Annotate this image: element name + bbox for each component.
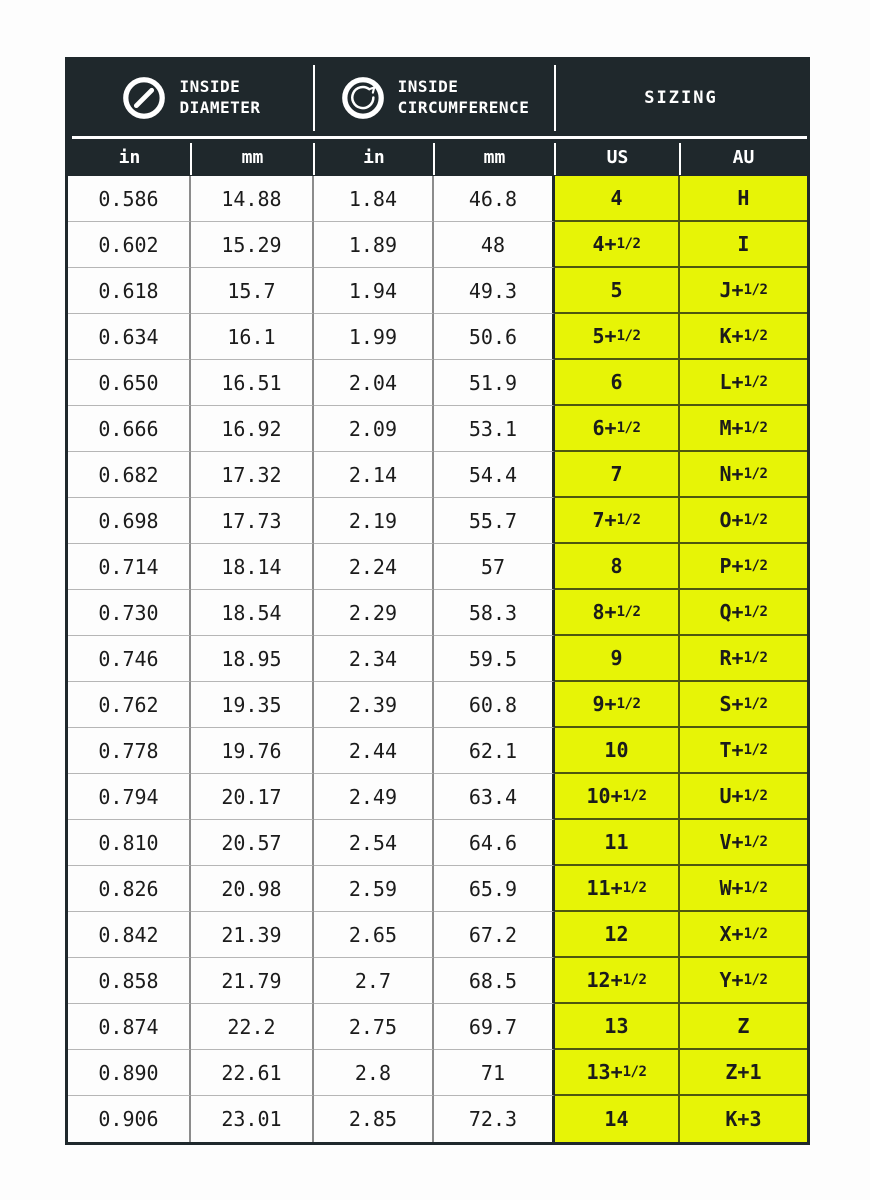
cell-circumference-mm: 55.7 [434,498,555,544]
cell-diameter-mm: 18.54 [191,590,314,636]
cell-size-us: 5 [555,268,680,314]
cell-circumference-mm: 59.5 [434,636,555,682]
cell-size-au: L+ 1/2 [680,360,807,406]
cell-circumference-in: 2.24 [314,544,434,590]
cell-size-au: R+ 1/2 [680,636,807,682]
cell-size-us: 11+ 1/2 [555,866,680,912]
table-row [68,636,807,682]
cell-diameter-mm: 16.51 [191,360,314,406]
cell-circumference-mm: 60.8 [434,682,555,728]
cell-diameter-in: 0.730 [68,590,191,636]
cell-size-au: W+ 1/2 [680,866,807,912]
cell-diameter-mm: 18.14 [191,544,314,590]
table-row [68,958,807,1004]
table-row [68,360,807,406]
column-header-circumference-mm: mm [434,139,555,176]
cell-size-us: 11 [555,820,680,866]
cell-diameter-in: 0.746 [68,636,191,682]
cell-circumference-mm: 53.1 [434,406,555,452]
cell-circumference-in: 2.44 [314,728,434,774]
cell-size-us: 12+ 1/2 [555,958,680,1004]
cell-circumference-mm: 51.9 [434,360,555,406]
column-header-circumference-in: in [314,139,434,176]
table-row [68,452,807,498]
table-row [68,498,807,544]
cell-diameter-mm: 20.98 [191,866,314,912]
cell-circumference-in: 2.65 [314,912,434,958]
cell-size-us: 10 [555,728,680,774]
table-row [68,728,807,774]
cell-size-us: 9 [555,636,680,682]
cell-diameter-in: 0.714 [68,544,191,590]
cell-diameter-in: 0.778 [68,728,191,774]
cell-size-us: 13+ 1/2 [555,1050,680,1096]
cell-circumference-mm: 49.3 [434,268,555,314]
table-row [68,1096,807,1142]
cell-circumference-mm: 46.8 [434,176,555,222]
cell-circumference-in: 2.04 [314,360,434,406]
cell-circumference-mm: 63.4 [434,774,555,820]
cell-diameter-mm: 21.79 [191,958,314,1004]
cell-circumference-in: 2.09 [314,406,434,452]
circumference-icon [340,75,386,121]
table-row [68,682,807,728]
cell-diameter-mm: 20.57 [191,820,314,866]
cell-size-us: 10+ 1/2 [555,774,680,820]
cell-size-au: P+ 1/2 [680,544,807,590]
cell-size-au: H [680,176,807,222]
cell-size-au: K+3 [680,1096,807,1142]
cell-diameter-mm: 20.17 [191,774,314,820]
cell-size-us: 4+ 1/2 [555,222,680,268]
cell-diameter-mm: 15.29 [191,222,314,268]
cell-size-au: Z [680,1004,807,1050]
cell-size-au: S+ 1/2 [680,682,807,728]
table-row [68,406,807,452]
header-group-sizing [555,60,807,136]
cell-diameter-in: 0.618 [68,268,191,314]
header-group-inside-circumference [314,60,555,136]
cell-diameter-mm: 22.2 [191,1004,314,1050]
cell-size-us: 13 [555,1004,680,1050]
cell-diameter-mm: 23.01 [191,1096,314,1142]
cell-circumference-in: 2.85 [314,1096,434,1142]
cell-circumference-mm: 68.5 [434,958,555,1004]
table-row [68,912,807,958]
table-body [68,176,807,1142]
table-row [68,820,807,866]
cell-circumference-in: 2.54 [314,820,434,866]
column-header-diameter-mm: mm [191,139,314,176]
cell-size-au: M+ 1/2 [680,406,807,452]
table-row [68,590,807,636]
header-label-inside-diameter: INSIDE DIAMETER [179,77,261,117]
cell-circumference-in: 1.94 [314,268,434,314]
cell-diameter-in: 0.698 [68,498,191,544]
cell-diameter-mm: 15.7 [191,268,314,314]
cell-diameter-in: 0.826 [68,866,191,912]
cell-diameter-mm: 19.35 [191,682,314,728]
cell-diameter-in: 0.602 [68,222,191,268]
cell-size-au: N+ 1/2 [680,452,807,498]
cell-circumference-in: 1.99 [314,314,434,360]
cell-size-us: 5+ 1/2 [555,314,680,360]
cell-size-us: 9+ 1/2 [555,682,680,728]
column-header-size-au: AU [732,147,755,168]
cell-size-au: K+ 1/2 [680,314,807,360]
cell-circumference-in: 1.84 [314,176,434,222]
column-header-size-us: US [555,139,680,176]
cell-diameter-in: 0.666 [68,406,191,452]
table-header [68,60,807,136]
cell-circumference-in: 2.49 [314,774,434,820]
cell-circumference-mm: 67.2 [434,912,555,958]
cell-diameter-mm: 17.73 [191,498,314,544]
table-row [68,268,807,314]
cell-circumference-mm: 62.1 [434,728,555,774]
cell-circumference-mm: 65.9 [434,866,555,912]
cell-diameter-in: 0.650 [68,360,191,406]
cell-diameter-in: 0.762 [68,682,191,728]
cell-diameter-in: 0.858 [68,958,191,1004]
cell-diameter-in: 0.842 [68,912,191,958]
cell-size-au: Y+ 1/2 [680,958,807,1004]
cell-circumference-mm: 58.3 [434,590,555,636]
cell-circumference-mm: 69.7 [434,1004,555,1050]
cell-diameter-in: 0.890 [68,1050,191,1096]
cell-circumference-in: 2.29 [314,590,434,636]
cell-size-us: 6 [555,360,680,406]
cell-diameter-in: 0.586 [68,176,191,222]
table-row [68,1004,807,1050]
cell-size-au: V+ 1/2 [680,820,807,866]
cell-size-au: O+ 1/2 [680,498,807,544]
cell-diameter-mm: 17.32 [191,452,314,498]
cell-diameter-in: 0.634 [68,314,191,360]
table-row [68,774,807,820]
cell-size-us: 8+ 1/2 [555,590,680,636]
cell-diameter-mm: 16.1 [191,314,314,360]
cell-circumference-in: 1.89 [314,222,434,268]
cell-size-au: X+ 1/2 [680,912,807,958]
cell-size-au: Z+1 [680,1050,807,1096]
cell-size-au: U+ 1/2 [680,774,807,820]
cell-diameter-in: 0.874 [68,1004,191,1050]
cell-circumference-mm: 50.6 [434,314,555,360]
header-group-inside-diameter [68,60,314,136]
cell-diameter-mm: 19.76 [191,728,314,774]
cell-circumference-in: 2.75 [314,1004,434,1050]
cell-diameter-in: 0.794 [68,774,191,820]
cell-circumference-in: 2.7 [314,958,434,1004]
cell-diameter-in: 0.682 [68,452,191,498]
cell-size-au: T+ 1/2 [680,728,807,774]
cell-circumference-in: 2.8 [314,1050,434,1096]
cell-circumference-in: 2.59 [314,866,434,912]
cell-size-us: 6+ 1/2 [555,406,680,452]
cell-diameter-mm: 18.95 [191,636,314,682]
table-row [68,176,807,222]
cell-circumference-in: 2.34 [314,636,434,682]
column-header-diameter-in: in [68,139,191,176]
ring-sizing-table [65,57,810,1145]
cell-size-au: Q+ 1/2 [680,590,807,636]
table-subheader [68,139,807,176]
cell-circumference-mm: 64.6 [434,820,555,866]
cell-size-us: 8 [555,544,680,590]
cell-circumference-mm: 57 [434,544,555,590]
cell-circumference-in: 2.39 [314,682,434,728]
cell-diameter-mm: 16.92 [191,406,314,452]
cell-circumference-in: 2.19 [314,498,434,544]
header-label-sizing: SIZING [644,87,718,108]
cell-size-us: 4 [555,176,680,222]
cell-size-us: 12 [555,912,680,958]
cell-size-us: 14 [555,1096,680,1142]
cell-diameter-in: 0.810 [68,820,191,866]
cell-size-us: 7 [555,452,680,498]
cell-circumference-mm: 72.3 [434,1096,555,1142]
cell-diameter-mm: 21.39 [191,912,314,958]
table-row [68,866,807,912]
header-label-inside-circumference: INSIDE CIRCUMFERENCE [397,77,530,117]
diameter-icon [121,75,167,121]
cell-size-au: J+ 1/2 [680,268,807,314]
table-row [68,314,807,360]
cell-circumference-mm: 54.4 [434,452,555,498]
cell-diameter-mm: 22.61 [191,1050,314,1096]
cell-circumference-mm: 71 [434,1050,555,1096]
cell-circumference-mm: 48 [434,222,555,268]
cell-size-au: I [680,222,807,268]
cell-circumference-in: 2.14 [314,452,434,498]
cell-diameter-in: 0.906 [68,1096,191,1142]
table-row [68,544,807,590]
cell-size-us: 7+ 1/2 [555,498,680,544]
table-row [68,1050,807,1096]
cell-diameter-mm: 14.88 [191,176,314,222]
table-row [68,222,807,268]
